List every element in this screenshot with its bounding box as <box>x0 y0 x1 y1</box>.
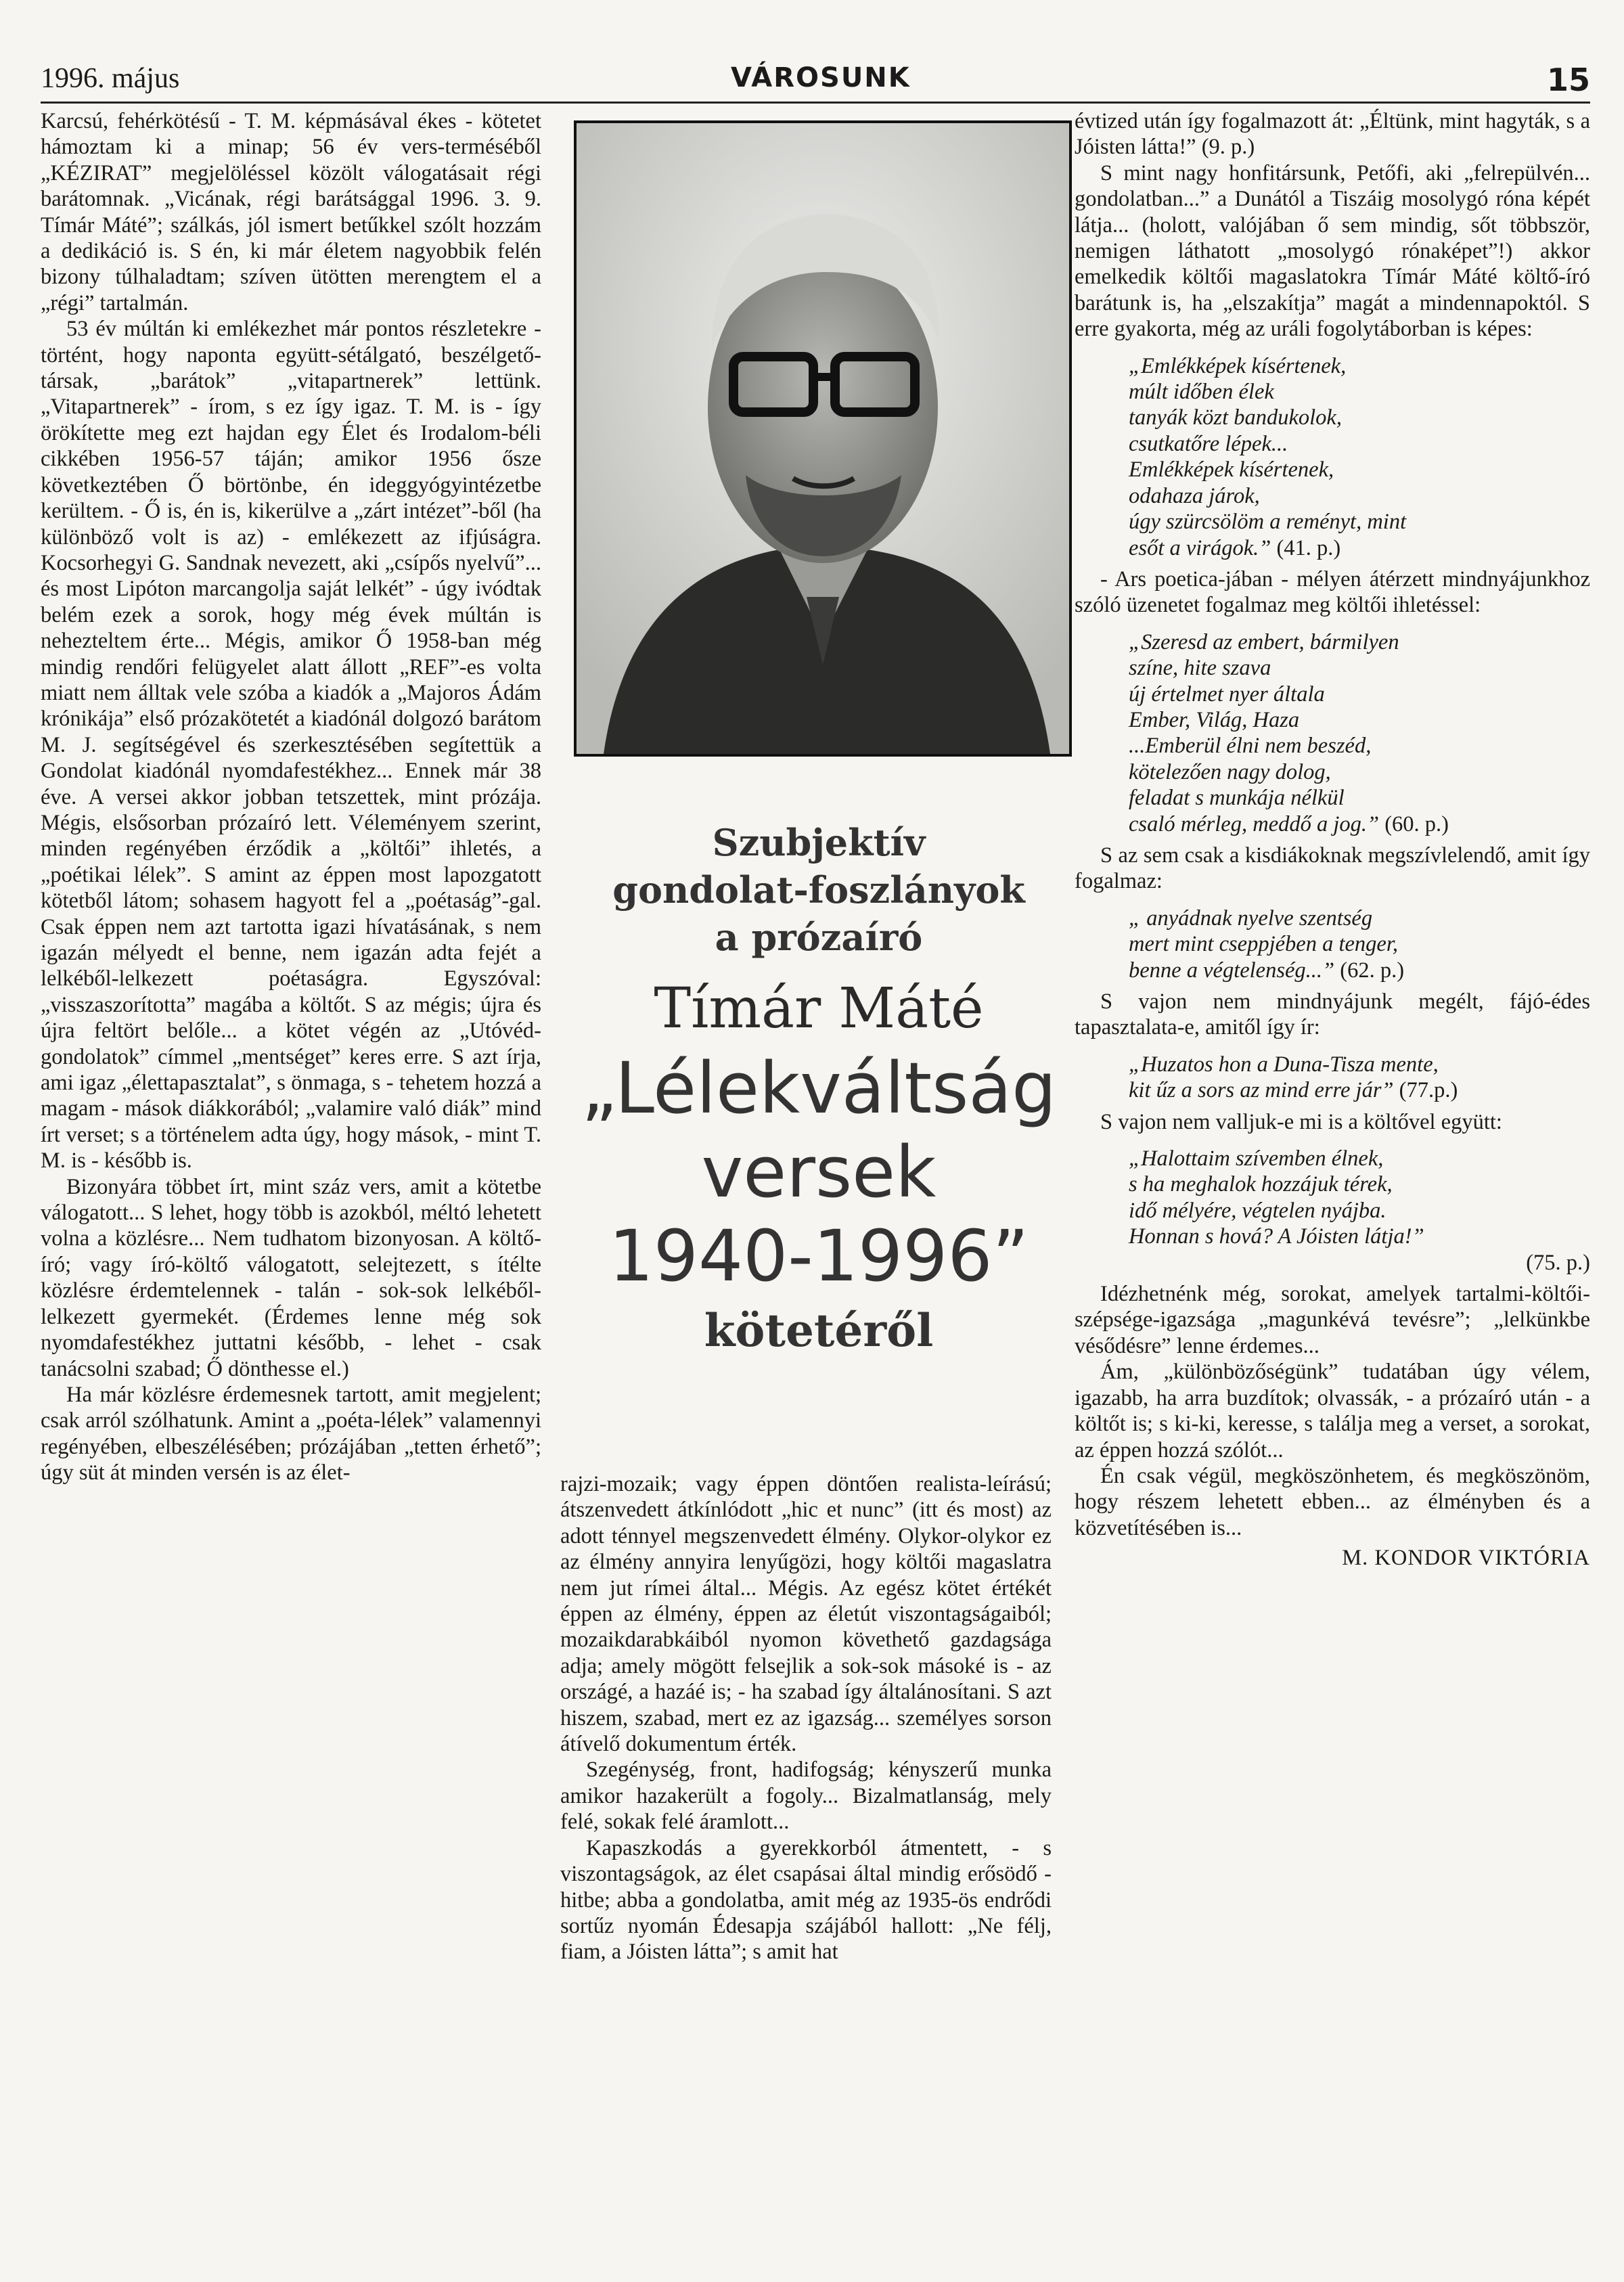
poem-line-text: csaló mérleg, meddő a jog.” <box>1129 811 1380 836</box>
poem-line: múlt időben élek <box>1129 380 1274 405</box>
poem-line: „Szeresd az embert, bármilyen <box>1129 629 1399 654</box>
headline-author-name: Tímár Máté <box>654 977 984 1041</box>
paragraph: Szegénység, front, hadifogság; kényszerű munka amikor hazakerült a fogoly... Bizalmatlanság, mely felé, sokak felé áramlott... <box>560 1758 1052 1835</box>
poem-line: ...Emberül élni nem beszéd, <box>1129 734 1372 759</box>
headline-book-title-line: versek <box>701 1131 937 1213</box>
poem-line-text: esőt a virágok.” <box>1129 535 1271 560</box>
paragraph: Idézhetnénk még, sorokat, amelyek tartalmi-költői-szépsége-igazsága „magunkévá tevésre”; „lelkünkbe vésődésre” lenne érdemes... <box>1075 1282 1590 1358</box>
paragraph: 53 év múltán ki emlékezhet már pontos részletekre - történt, hogy naponta együtt-sétálgató, beszélgető-társak, „barátok” „vitapartnerek” lettünk. „Vitapartnerek” - írom, s ez így igaz. T. M. is - így örökítette meg ezt hajdan egy Élet és Irodalom-béli cikkében 1956-57 táján; amikor 1956 ősze következtében Ő börtönbe, én ideggyógyintézetbe kerültem. - Ő is, én is, kikerülve a „zárt intézet”-ből (ha különböző volt is az) - emlékezett az ifjúságra. Kocsorhegyi G. Sandnak nevezett, aki „csípős nyelvű”... és most Lipóton marcangolja saját lelkét” - úgy ivódtak belém ezek a sorok, hogy még évek múltán is nehezteltem érte... Mégis, amikor Ő 1958-ban még mindig rendőri felügyelet alatt állott „REF”-es volta miatt nem álltak vele szóba a kiadók a „Majoros Ádám krónikája” első prózakötetét a kiadónál dolgozó barátom M. J. segítségével és szerkesztésében segítettük a Gondolat kiadónál nyomdafestékhez... Ennek már 38 éve. A versei akkor jobban tetszettek, mint prózája. Mégis, elsősorban prózaíró lett. Véleményem szerint, minden regényében érződik a „költői” ihletés, a „poétikai lélek”. S amint az éppen most lapozgatott kötetből látom; sohasem hagyott fel a „poétaság”-gal. Csak éppen nem azt tartotta igazi hívatásának, s nem igazán mélyedt el benne, nem igazán adta fejét a lelkéből-lelkezett poétaságra. Egyszóval: „visszaszorította” magába a költőt. S az mégis; újra és újra feltört belőle... a kötet végén az „Utóvéd-gondolatok” címmel „mentséget” keres erre. S azt írja, ami igaz „élettapasztalat”, s önmaga, s - tehetem hozzá a magam - mások diákkorából; „valamire való diák” mind írt verset; s a történelem adta úgy, hogy mások, - mint T. M. is - később is. <box>41 317 541 1173</box>
paragraph: Karcsú, fehérkötésű - T. M. képmásával ékes - kötetet hámoztam ki a minap; 56 év vers-terméséből „KÉZIRAT” megjelöléssel közölt válogatásait régi barátomnak. „Vicának, régi barátsággal 1996. 3. 9. Tímár Máté”; szálkás, jól ismert betűkkel szólt hozzám a dedikáció is. S én, ki már életem nagyobbik felén bizony túlhaladtam; szíven ütötten merengtem el a „régi” tartalmán. <box>41 109 541 315</box>
paragraph: Kapaszkodás a gyerekkorból átmentett, - s viszontagságok, az élet csapásai által mindig erősödő - hitbe; abba a gondolatba, amit még az 1935-ös endrődi sortűz nyomán Édesapja szájából hallott: „Ne félj, fiam, a Jóisten látta”; s amit hat <box>560 1835 1052 1965</box>
page-reference: (77.p.) <box>1399 1078 1458 1103</box>
poem-line <box>1129 1077 1590 1103</box>
poem-line: „Emlékképek kísértenek, <box>1129 353 1347 378</box>
headline-subtitle-line: Szubjektív <box>712 821 926 864</box>
paragraph: - Ars poetica-jában - mélyen átérzett mindnyájunkhoz szóló üzenetet fogalmaz meg költői ihletéssel: <box>1075 566 1590 618</box>
poem-line-text: kit űz a sors az mind erre jár” <box>1129 1078 1394 1103</box>
poem-line: új értelmet nyer általa <box>1129 681 1325 707</box>
poem-line: s ha meghalok hozzájuk térek, <box>1129 1172 1393 1197</box>
poem-line: „Huzatos hon a Duna-Tisza mente, <box>1129 1052 1439 1077</box>
poem-line <box>1129 811 1590 837</box>
poem-quote <box>1075 1146 1590 1276</box>
article-column-1 <box>41 108 541 2247</box>
article-column-2 <box>560 1471 1052 2256</box>
page-reference: (75. p.) <box>1526 1250 1590 1275</box>
headline-book-title-line: 1940-1996” <box>608 1215 1029 1297</box>
paragraph: rajzi-mozaik; vagy éppen döntően realista-leírású; átszenvedett átkínlódott „hic et nunc” (itt és most) az adott ténnyel megszenvedett élmény. Olykor-olykor ez az élmény annyira lenyűgözi, hogy költői magaslatra nem jut rímei által... Mégis. Az egész kötet értékét éppen az élmény, éppen az életút viszontagságaiból; mozaikdarabkáiból nyomon követhető gazdagsága adja; amely mögött felsejlik a sok-sok másoké is - az országé, a hazáé is; - ha szabad így általánosítani. S azt hiszem, szabad, mert ez az igazság... személyes sorson átívelő dokumentum érték. <box>560 1472 1052 1757</box>
page-reference: (60. p.) <box>1384 811 1449 836</box>
portrait-photo-icon <box>577 123 1069 754</box>
paragraph: S vajon nem valljuk-e mi is a költővel együtt: <box>1100 1109 1502 1134</box>
author-signature: M. KONDOR VIKTÓRIA <box>1342 1546 1590 1571</box>
poem-quote <box>1075 905 1590 983</box>
poem-line: Emlékképek kísértenek, <box>1129 457 1334 483</box>
paragraph: Bizonyára többet írt, mint száz vers, amit a kötetbe válogatott... S lehet, hogy több is azokból, méltó lehetett volna a közlésre... Nem tudhatom bizonyosan. A költő-író; vagy író-költő válogatott, selejtezett, s ítélte közlésre érdemtelennek - talán - sok-sok lelkéből-lelkezett gyermekét. (Érdemes lenne még sok nyomdafestékhez juttatni később, - lehet - csak tanácsolni szabad; Ő dönthesse el.) <box>41 1174 541 1381</box>
poem-line: csutkatőre lépek... <box>1129 431 1288 456</box>
paragraph: S mint nagy honfitársunk, Petőfi, aki „felrepülvén... gondolatban...” a Dunától a Tiszáig mosolygó róna képét látja... (holott, valójában ő sem mindig, sőt többször, nemigen láthatott „mosolygó rónaképet”!) akkor emelkedik költői magaslatokra Tímár Máté költő-író barátunk is, ha „elszakítja” magát a mindennapoktól. S erre gyakorta, még az uráli fogolytáborban is képes: <box>1075 160 1590 342</box>
poem-line: úgy szürcsölöm a reményt, mint <box>1129 510 1407 535</box>
article-column-3 <box>1075 108 1590 2233</box>
paragraph: S vajon nem mindnyájunk megélt, fájó-édes tapasztalata-e, amitől így ír: <box>1075 989 1590 1040</box>
page-number: 15 <box>1546 62 1590 98</box>
poem-quote <box>1075 353 1590 561</box>
header-rule <box>41 102 1590 104</box>
poem-line: tanyák közt bandukolok, <box>1129 405 1342 430</box>
poem-line: kötelezően nagy dolog, <box>1129 759 1331 784</box>
paragraph: Ha már közlésre érdemesnek tartott, amit megjelent; csak arról szólhatunk. Amint a „poéta-lélek” valamennyi regényében, elbeszélésében; prózájában „tetten érhető”; úgy süt át minden versén is az élet- <box>41 1382 541 1485</box>
poem-quote <box>1075 629 1590 837</box>
poem-line: odahaza járok, <box>1129 483 1260 508</box>
article-headline <box>568 819 1069 1359</box>
poem-line-text: benne a végtelenség...” <box>1129 958 1335 983</box>
newspaper-title: VÁROSUNK <box>731 62 911 93</box>
poem-quote <box>1075 1052 1590 1104</box>
paragraph: Ám, „különbözőségünk” tudatában úgy vélem, igazabb, ha arra buzdítok; olvassák, - a prózaíró után - a költőt is; s ki-ki, keresse, s találja meg a verset, a sorokat, az éppen hozzá szólót... <box>1075 1360 1590 1462</box>
headline-subtitle-line: a prózaíró <box>715 916 923 959</box>
poem-line: feladat s munkája nélkül <box>1129 786 1345 811</box>
poem-line: színe, hite szava <box>1129 656 1271 681</box>
poem-line: „ anyádnak nyelve szentség <box>1129 905 1373 931</box>
page-reference: (41. p.) <box>1276 535 1341 560</box>
page-reference: (62. p.) <box>1340 958 1405 983</box>
headline-book-title-line: „Lélekváltság <box>581 1047 1057 1129</box>
poem-line: idő mélyére, végtelen nyájba. <box>1129 1198 1386 1223</box>
paragraph: Én csak végül, megköszönhetem, és megköszönöm, hogy részem lehetett ebben... az élményben és a közvetítésében is... <box>1075 1463 1590 1540</box>
poem-line <box>1129 958 1590 983</box>
poem-line: Ember, Világ, Haza <box>1129 707 1300 732</box>
author-portrait-photo <box>574 120 1072 757</box>
poem-line <box>1129 535 1590 561</box>
issue-date: 1996. május <box>41 63 180 94</box>
paragraph: S az sem csak a kisdiákoknak megszívlelendő, amit így fogalmaz: <box>1075 843 1590 894</box>
headline-subtitle-line: gondolat-foszlányok <box>612 868 1025 912</box>
headline-ending: kötetéről <box>704 1304 934 1357</box>
poem-line: „Halottaim szívemben élnek, <box>1129 1146 1384 1171</box>
poem-line: Honnan s hová? A Jóisten látja!” <box>1129 1224 1424 1249</box>
poem-line: mert mint cseppjében a tenger, <box>1129 932 1399 957</box>
paragraph: évtized után így fogalmazott át: „Éltünk, mint hagyták, s a Jóisten látta!” (9. p.) <box>1075 109 1590 160</box>
